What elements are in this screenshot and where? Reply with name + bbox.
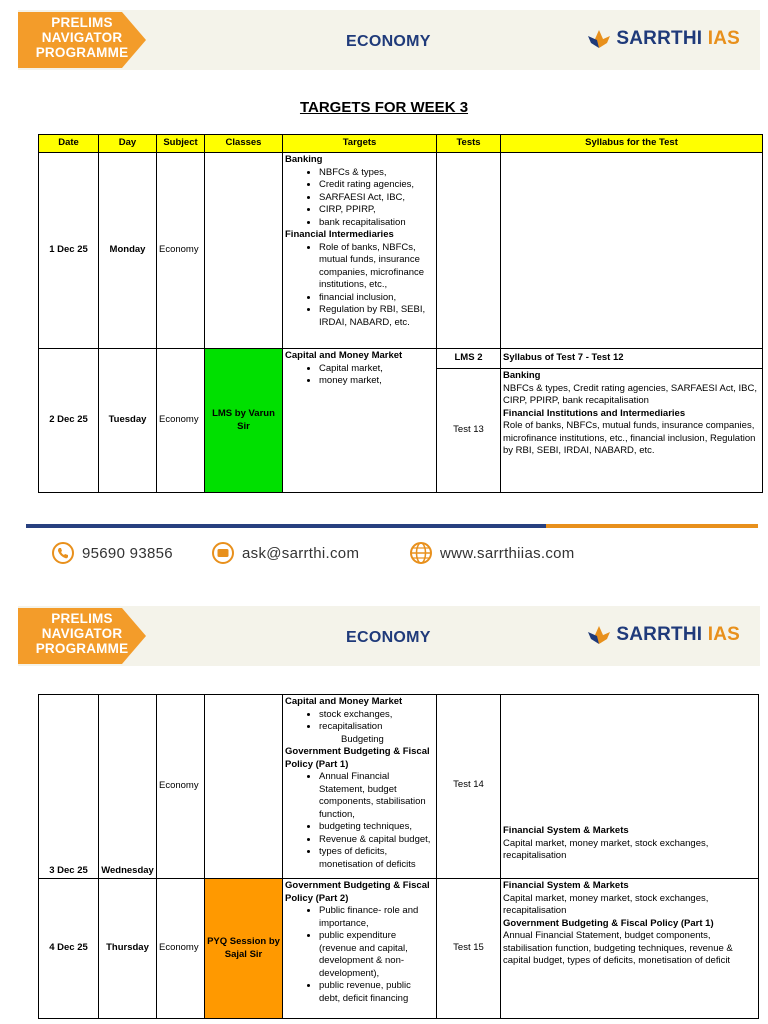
cell-subject: Economy	[157, 695, 205, 879]
cell-tests: Test 13	[437, 369, 501, 493]
divider	[546, 524, 758, 528]
badge-line-2: NAVIGATOR	[41, 626, 123, 641]
cell-tests: Test 15	[437, 879, 501, 1019]
syllabus-heading: Financial System & Markets	[503, 880, 629, 891]
table-row	[39, 695, 759, 879]
col-header-targets: Targets	[283, 135, 437, 153]
syllabus-text: Annual Financial Statement, budget components, stabilisation function, budgeting techniques, revenue & capital budget, types of deficits, monetisation of deficit	[503, 930, 733, 966]
syllabus-heading: Government Budgeting & Fiscal Policy (Part 1)	[503, 917, 714, 929]
col-header-date: Date	[39, 135, 99, 153]
target-list	[285, 167, 434, 230]
cell-subject: Economy	[157, 153, 205, 349]
cell-day: Monday	[99, 153, 157, 349]
badge-line-3: PROGRAMME	[35, 641, 129, 656]
cell-classes-green: LMS by Varun Sir	[205, 349, 283, 493]
list-item: • types of deficits, monetisation of deficits	[319, 846, 434, 871]
cell-syllabus: Syllabus of Test 7 - Test 12	[501, 349, 763, 369]
list-item: • NBFCs & types,	[319, 167, 434, 180]
logo-suffix: IAS	[707, 624, 740, 645]
badge-line-1: PRELIMS	[51, 15, 113, 30]
lotus-icon	[586, 624, 612, 646]
cell-syllabus	[501, 695, 759, 879]
globe-icon	[410, 542, 432, 564]
cell-date: 1 Dec 25	[39, 153, 99, 349]
table-row	[39, 879, 759, 1019]
cell-targets	[283, 879, 437, 1019]
sarrthi-logo	[586, 28, 740, 50]
cell-date: 4 Dec 25	[39, 879, 99, 1019]
table-row	[39, 349, 763, 369]
table-header-row	[39, 135, 763, 153]
target-list	[285, 363, 434, 388]
page-header-2	[18, 606, 760, 666]
phone-number: 95690 93856	[82, 544, 173, 562]
cell-day: Tuesday	[99, 349, 157, 493]
cell-subject: Economy	[157, 349, 205, 493]
list-item: • Regulation by RBI, SEBI, IRDAI, NABARD, etc.	[319, 304, 434, 329]
phone-icon	[52, 542, 74, 564]
list-item: • Revenue & capital budget,	[319, 834, 434, 847]
syllabus-text: Capital market, money market, stock exchanges, recapitalisation	[503, 892, 709, 916]
syllabus-text: Capital market, money market, stock exchanges, recapitalisation	[503, 837, 709, 861]
programme-badge	[18, 10, 148, 70]
list-item: • CIRP, PPIRP,	[319, 204, 434, 217]
col-header-subject: Subject	[157, 135, 205, 153]
target-list	[285, 709, 434, 734]
target-heading: Capital and Money Market	[285, 696, 403, 707]
cell-subject: Economy	[157, 879, 205, 1019]
logo-name: SARRTHI	[616, 624, 703, 645]
email-icon	[212, 542, 234, 564]
target-list	[285, 905, 434, 1005]
cell-classes-orange: PYQ Session by Sajal Sir	[205, 879, 283, 1019]
schedule-table-2	[38, 694, 759, 1019]
col-header-tests: Tests	[437, 135, 501, 153]
cell-targets	[283, 349, 437, 493]
badge-line-1: PRELIMS	[51, 611, 113, 626]
lotus-icon	[586, 28, 612, 50]
target-list	[285, 771, 434, 871]
target-heading: Government Budgeting & Fiscal Policy (Part 1)	[285, 746, 430, 770]
cell-classes	[205, 695, 283, 879]
list-item: • recapitalisation	[319, 721, 434, 734]
syllabus-heading: Financial Institutions and Intermediaries	[503, 407, 686, 419]
list-item: • stock exchanges,	[319, 709, 434, 722]
cell-day: Thursday	[99, 879, 157, 1019]
cell-targets	[283, 695, 437, 879]
col-header-day: Day	[99, 135, 157, 153]
sarrthi-logo	[586, 624, 740, 646]
contact-phone[interactable]	[52, 542, 173, 564]
email-address: ask@sarrthi.com	[242, 544, 360, 562]
contact-strip	[26, 524, 758, 580]
list-item: • public revenue, public debt, deficit financing	[319, 980, 434, 1005]
cell-day: Wednesday	[99, 695, 157, 879]
syllabus-heading: Banking	[503, 370, 541, 381]
list-item: • budgeting techniques,	[319, 821, 434, 834]
contact-email[interactable]	[212, 542, 359, 564]
page-header-1	[18, 10, 760, 70]
subject-title: ECONOMY	[346, 33, 431, 50]
target-heading: Financial Intermediaries	[285, 229, 394, 240]
cell-date: 3 Dec 25	[39, 695, 99, 879]
subject-title: ECONOMY	[346, 629, 431, 646]
cell-tests: LMS 2	[437, 349, 501, 369]
list-item: • public expenditure (revenue and capital, development & non-development),	[319, 930, 434, 980]
logo-name: SARRTHI	[616, 28, 703, 49]
logo-suffix: IAS	[707, 28, 740, 49]
schedule-table-1	[38, 134, 763, 493]
cell-tests: Test 14	[437, 695, 501, 879]
syllabus-text: Role of banks, NBFCs, mutual funds, insurance companies, microfinance institutions, etc., financial inclusion, Regulation by RBI, SEBI, IRDAI, NABARD, etc.	[503, 420, 756, 456]
col-header-classes: Classes	[205, 135, 283, 153]
contact-website[interactable]	[410, 542, 575, 564]
target-heading: Capital and Money Market	[285, 350, 403, 361]
cell-tests	[437, 153, 501, 349]
list-item: • Public finance- role and importance,	[319, 905, 434, 930]
list-item: • Credit rating agencies,	[319, 179, 434, 192]
programme-badge	[18, 606, 148, 666]
list-item: • Role of banks, NBFCs, mutual funds, insurance companies, microfinance institutions, etc.,	[319, 242, 434, 292]
cell-targets	[283, 153, 437, 349]
table-row	[39, 153, 763, 349]
list-item: • SARFAESI Act, IBC,	[319, 192, 434, 205]
list-item: • Capital market,	[319, 363, 434, 376]
target-list	[285, 242, 434, 330]
cell-date: 2 Dec 25	[39, 349, 99, 493]
target-text: Budgeting	[341, 733, 384, 745]
cell-syllabus	[501, 369, 763, 493]
cell-classes	[205, 153, 283, 349]
target-heading: Government Budgeting & Fiscal Policy (Part 2)	[285, 880, 430, 904]
col-header-syllabus: Syllabus for the Test	[501, 135, 763, 153]
list-item: • financial inclusion,	[319, 292, 434, 305]
list-item: • Annual Financial Statement, budget components, stabilisation function,	[319, 771, 434, 821]
list-item: • money market,	[319, 375, 434, 388]
syllabus-heading: Financial System & Markets	[503, 825, 629, 836]
syllabus-text: NBFCs & types, Credit rating agencies, SARFAESI Act, IBC, CIRP, PPIRP, bank recapitalisation	[503, 382, 757, 406]
website-url: www.sarrthiias.com	[440, 544, 575, 562]
week-title: TARGETS FOR WEEK 3	[299, 99, 469, 116]
list-item: • bank recapitalisation	[319, 217, 434, 230]
badge-line-3: PROGRAMME	[35, 45, 129, 60]
cell-syllabus	[501, 879, 759, 1019]
cell-syllabus	[501, 153, 763, 349]
target-heading: Banking	[285, 154, 323, 165]
badge-line-2: NAVIGATOR	[41, 30, 123, 45]
